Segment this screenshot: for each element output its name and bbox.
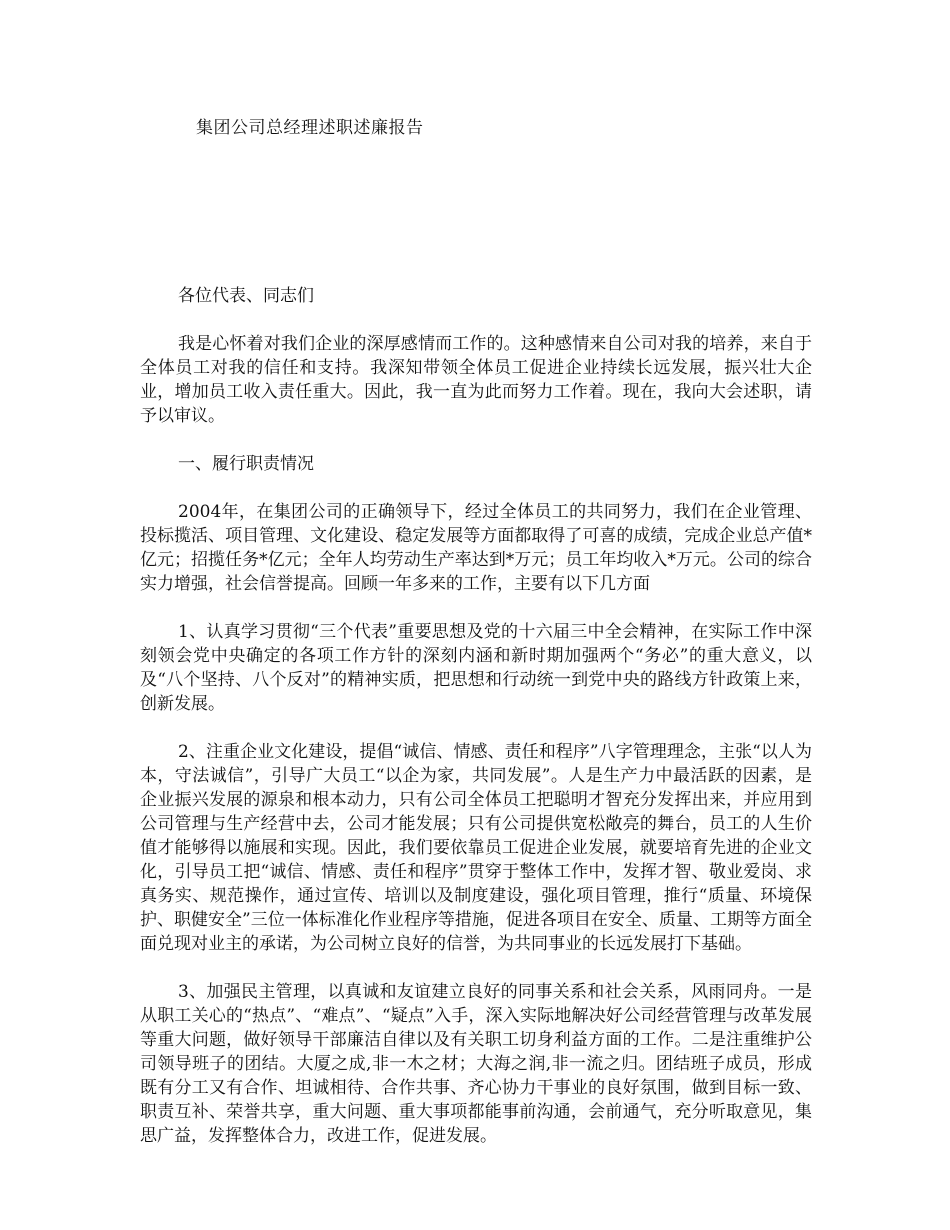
paragraph-intro: 我是心怀着对我们企业的深厚感情而工作的。这种感情来自公司对我的培养，来自于全体员工对我的信任和支持。我深知带领全体员工促进企业持续长远发展，振兴壮大企业，增加员工收入责任重大。因此，我一直为此而努力工作着。现在，我向大会述职，请予以审议。 [140, 334, 812, 426]
section-heading: 一、履行职责情况 [178, 454, 314, 474]
greeting: 各位代表、同志们 [178, 286, 314, 306]
paragraph-item-1: 1、认真学习贯彻“三个代表”重要思想及党的十六届三中全会精神，在实际工作中深刻领会党中央确定的各项工作方针的深刻内涵和新时期加强两个“务必”的重大意义，以及“八个坚持、八个反对”的精神实质，把思想和行动统一到党中央的路线方针政策上来，创新发展。 [140, 622, 812, 714]
paragraph-item-3: 3、加强民主管理，以真诚和友谊建立良好的同事关系和社会关系，风雨同舟。一是从职工关心的“热点”、“难点”、“疑点”入手，深入实际地解决好公司经营管理与改革发展等重大问题，做好领导干部廉洁自律以及有关职工切身利益方面的工作。二是注重维护公司领导班子的团结。大厦之成,非一木之材；大海之润,非一流之归。团结班子成员，形成既有分工又有合作、坦诚相待、合作共事、齐心协力干事业的良好氛围，做到目标一致、职责互补、荣誉共享，重大问题、重大事项都能事前沟通，会前通气，充分听取意见，集思广益，发挥整体合力，改进工作，促进发展。 [140, 982, 812, 1146]
paragraph-overview: 2004年，在集团公司的正确领导下，经过全体员工的共同努力，我们在企业管理、投标揽活、项目管理、文化建设、稳定发展等方面都取得了可喜的成绩，完成企业总产值*亿元；招揽任务*亿元；全年人均劳动生产率达到*万元；员工年均收入*万元。公司的综合实力增强，社会信誉提高。回顾一年多来的工作，主要有以下几方面 [140, 502, 812, 594]
document-title: 集团公司总经理述职述廉报告 [196, 118, 424, 138]
paragraph-item-2: 2、注重企业文化建设，提倡“诚信、情感、责任和程序”八字管理理念，主张“以人为本，守法诚信”，引导广大员工“以企为家，共同发展”。人是生产力中最活跃的因素，是企业振兴发展的源泉和根本动力，只有公司全体员工把聪明才智充分发挥出来，并应用到公司管理与生产经营中去，公司才能发展；只有公司提供宽松敞亮的舞台，员工的人生价值才能够得以施展和实现。因此，我们要依靠员工促进企业发展，就要培育先进的企业文化，引导员工把“诚信、情感、责任和程序”贯穿于整体工作中，发挥才智、敬业爱岗、求真务实、规范操作，通过宣传、培训以及制度建设，强化项目管理，推行“质量、环境保护、职健安全”三位一体标准化作业程序等措施，促进各项目在安全、质量、工期等方面全面兑现对业主的承诺，为公司树立良好的信誉，为共同事业的长远发展打下基础。 [140, 742, 812, 954]
document-body [140, 284, 812, 1172]
